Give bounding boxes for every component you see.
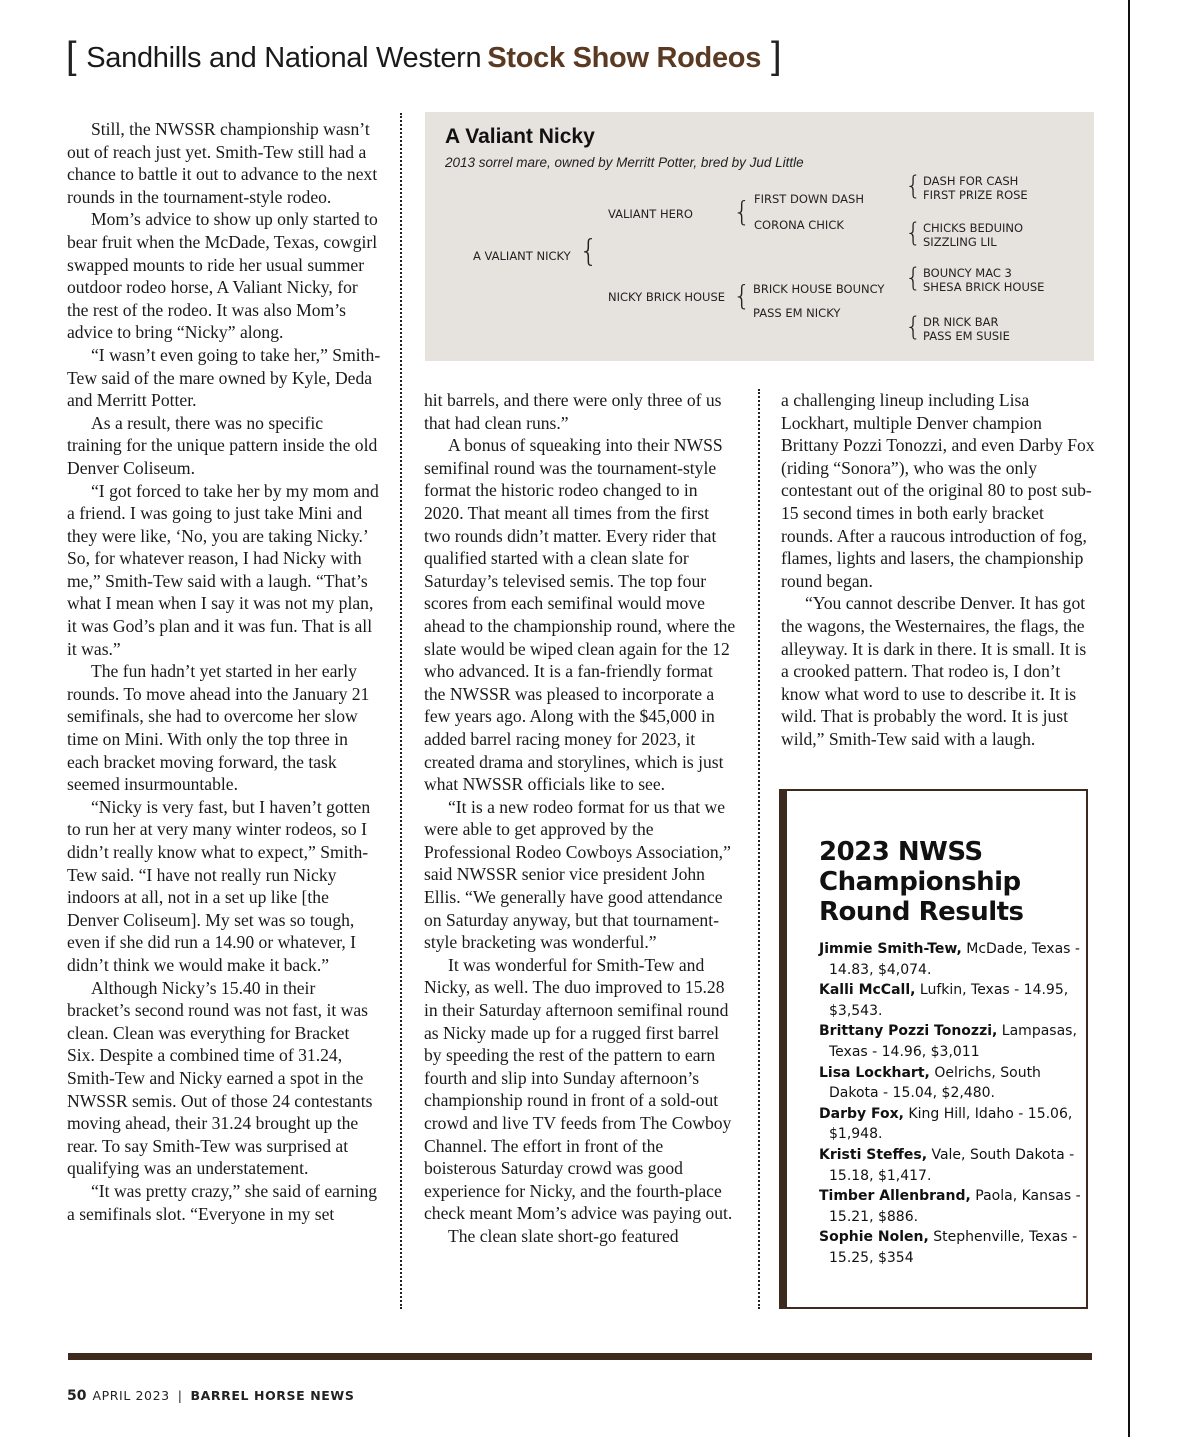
pedigree-gen3: FIRST PRIZE ROSE	[923, 188, 1028, 202]
paragraph: Mom’s advice to show up only started to bear fruit when the McDade, Texas, cowgirl swapped mounts to ride her usual summer outdoor rodeo horse, A Valiant Nicky, for the rest of the rodeo. It was also Mom’s advice to bring “Nicky” along.	[67, 209, 378, 343]
result-item	[819, 939, 1089, 980]
results-list	[819, 939, 1089, 1269]
pedigree-gen3: CHICKS BEDUINO	[923, 221, 1024, 235]
pedigree-brace: {	[905, 218, 922, 248]
magazine-name: BARREL HORSE NEWS	[190, 1388, 355, 1403]
result-name: Timber Allenbrand,	[819, 1188, 971, 1205]
left-bracket: [	[66, 35, 77, 77]
footer-rule	[68, 1353, 1092, 1360]
result-detail: Lampasas, Texas - 14.96, $3,011	[829, 1023, 1077, 1060]
pedigree-brace: {	[905, 171, 922, 201]
result-item	[819, 1021, 1089, 1062]
header-main-text: Sandhills and National Western	[86, 41, 482, 74]
result-name: Kalli McCall,	[819, 982, 916, 999]
pedigree-dam: NICKY BRICK HOUSE	[608, 290, 726, 304]
result-name: Jimmie Smith-Tew,	[819, 941, 962, 957]
result-item	[819, 1227, 1089, 1268]
result-name: Sophie Nolen,	[819, 1229, 929, 1246]
paragraph: “I got forced to take her by my mom and a friend. I was going to just take Mini and they were like, ‘No, you are taking Nicky.’ So, for whatever reason, I had Nicky with me,” Smith-Tew said with a laugh. “That’s what I mean when I say it was not my plan, it was God’s plan and it was fun. That is all it was.”	[67, 480, 379, 659]
result-name: Brittany Pozzi Tonozzi,	[819, 1023, 998, 1040]
right-bracket: ]	[771, 35, 782, 77]
header-accent-text: Stock Show Rodeos	[487, 41, 762, 74]
column-divider	[758, 389, 760, 1309]
pedigree-gen3: PASS EM SUSIE	[923, 329, 1010, 343]
result-name: Kristi Steffes,	[819, 1146, 928, 1163]
paragraph: “It was pretty crazy,” she said of earning a semifinals slot. “Everyone in my set	[67, 1180, 378, 1224]
pedigree-gen3: BOUNCY MAC 3	[923, 266, 1012, 280]
issue-date: APRIL 2023	[92, 1388, 170, 1403]
pedigree-sire-dam: CORONA CHICK	[754, 218, 844, 232]
result-item	[819, 1104, 1089, 1145]
paragraph: “I wasn’t even going to take her,” Smith-Tew said of the mare owned by Kyle, Deda and Merritt Potter.	[67, 344, 381, 411]
pedigree-gen3: DR NICK BAR	[923, 315, 999, 329]
paragraph: As a result, there was no specific training for the unique pattern inside the old Denver Coliseum.	[67, 412, 378, 478]
paragraph: “It is a new rodeo format for us that we were able to get approved by the Professional Rodeo Cowboys Association,” said NWSSR senior vice president John Ellis. “We generally have good attendance on Saturday anyway, but that tournament-style bracketing was wonderful.”	[424, 796, 731, 953]
result-detail: McDade, Texas - 14.83, $4,074.	[829, 941, 1080, 978]
pedigree-brace: {	[905, 312, 922, 342]
result-detail: Oelrichs, South Dakota - 15.04, $2,480.	[829, 1064, 1041, 1102]
results-title: 2023 NWSS Championship Round Results	[819, 837, 1024, 927]
paragraph: The fun hadn’t yet started in her early rounds. To move ahead into the January 21 semifinals, she had to overcome her slow time on Mini. With only the top three in each bracket moving forward, the task seemed insurmountable.	[67, 661, 370, 795]
paragraph: hit barrels, and there were only three of us that had clean runs.”	[424, 390, 722, 433]
pedigree-sire: VALIANT HERO	[608, 207, 693, 221]
page-number: 50	[67, 1388, 87, 1404]
pedigree-brace: {	[733, 195, 751, 228]
page-edge-rule	[1128, 0, 1130, 1437]
pedigree-gen3: SHESA BRICK HOUSE	[923, 280, 1045, 294]
article-column-3	[781, 389, 1095, 751]
result-item	[819, 1063, 1089, 1104]
paragraph: Still, the NWSSR championship wasn’t out of reach just yet. Smith-Tew still had a chance to battle it out to advance to the next rounds in the tournament-style rodeo.	[67, 119, 378, 207]
pedigree-sidebar	[425, 112, 1094, 361]
result-item	[819, 980, 1089, 1021]
result-detail: Lufkin, Texas - 14.95, $3,543.	[829, 982, 1069, 1019]
pedigree-gen3: SIZZLING LIL	[923, 235, 997, 249]
section-header	[66, 35, 782, 78]
pedigree-brace: {	[733, 279, 751, 312]
result-detail: King Hill, Idaho - 15.06, $1,948.	[829, 1105, 1073, 1143]
paragraph: “You cannot describe Denver. It has got the wagons, the Westernaires, the flags, the alleyway. It is dark in there. It is small. It is a crooked pattern. That rodeo is, I don’t know what word to use to describe it. It is wild. That is probably the word. It is just wild,” Smith-Tew said with a laugh.	[781, 593, 1087, 749]
result-item	[819, 1145, 1089, 1186]
paragraph: It was wonderful for Smith-Tew and Nicky, as well. The duo improved to 15.28 in their Saturday afternoon semifinal round as Nicky made up for a rugged first barrel by speeding the rest of the pattern to earn fourth and slip into Sunday afternoon’s championship round in front of a sold-out crowd and live TV feeds from The Cowboy Channel. The effort in front of the boisterous Saturday crowd was good experience for Nicky, and the fourth-place check meant Mom’s advice was paying out.	[424, 954, 733, 1224]
paragraph: Although Nicky’s 15.40 in their bracket’s second round was not fast, it was clean. Clean was everything for Bracket Six. Despite a combined time of 31.24, Smith-Tew and Nicky earned a spot in the NWSSR semis. Out of those 24 contestants moving ahead, their 31.24 brought up the rear. To say Smith-Tew was surprised at qualifying was an understatement.	[67, 977, 373, 1179]
result-detail: Vale, South Dakota - 15.18, $1,417.	[829, 1146, 1075, 1184]
pedigree-title: A Valiant Nicky	[445, 125, 595, 148]
result-detail: Stephenville, Texas - 15.25, $354	[829, 1229, 1078, 1266]
result-name: Darby Fox,	[819, 1105, 904, 1122]
paragraph: a challenging lineup including Lisa Lockhart, multiple Denver champion Brittany Pozzi Tonozzi, and even Darby Fox (riding “Sonora”), who was the only contestant out of the original 80 to post sub-15 second times in both early bracket rounds. After a raucous introduction of fog, flames, lights and lasers, the championship round began.	[781, 390, 1095, 591]
page-footer	[67, 1388, 354, 1404]
result-detail: Paola, Kansas - 15.21, $886.	[829, 1188, 1081, 1225]
results-box	[779, 789, 1088, 1309]
pedigree-brace: {	[579, 234, 599, 269]
result-name: Lisa Lockhart,	[819, 1064, 930, 1081]
column-divider	[400, 113, 402, 1309]
pedigree-horse: A VALIANT NICKY	[473, 249, 571, 263]
pedigree-subtitle: 2013 sorrel mare, owned by Merritt Potter, bred by Jud Little	[445, 155, 804, 170]
article-column-2	[424, 389, 736, 1248]
pedigree-brace: {	[905, 263, 922, 293]
pedigree-dam-dam: PASS EM NICKY	[753, 306, 841, 320]
article-column-1	[67, 118, 381, 1225]
footer-separator: |	[177, 1388, 183, 1403]
paragraph: The clean slate short-go featured	[448, 1225, 679, 1246]
pedigree-sire-sire: FIRST DOWN DASH	[754, 192, 864, 206]
paragraph: A bonus of squeaking into their NWSS semifinal round was the tournament-style format the historic rodeo changed to in 2020. That meant all times from the first two rounds didn’t matter. Every rider that qualified started with a clean slate for Saturday’s televised semis. The top four scores from each semifinal would move ahead to the championship round, where the slate would be wiped clean again for the 12 who advanced. It is a fan-friendly format the NWSSR was pleased to incorporate a few years ago. Along with the $45,000 in added barrel racing money for 2023, it created drama and storylines, which is just what NWSSR officials like to see.	[424, 435, 736, 795]
result-item	[819, 1186, 1089, 1227]
paragraph: “Nicky is very fast, but I haven’t gotten to run her at very many winter rodeos, so I didn’t really know what to expect,” Smith-Tew said. “I have not really run Nicky indoors at all, not in a set up like [the Denver Coliseum]. My set was so tough, even if she did run a 14.90 or whatever, I didn’t think we would make it back.”	[67, 796, 371, 975]
pedigree-dam-sire: BRICK HOUSE BOUNCY	[753, 282, 885, 296]
pedigree-gen3: DASH FOR CASH	[923, 174, 1019, 188]
